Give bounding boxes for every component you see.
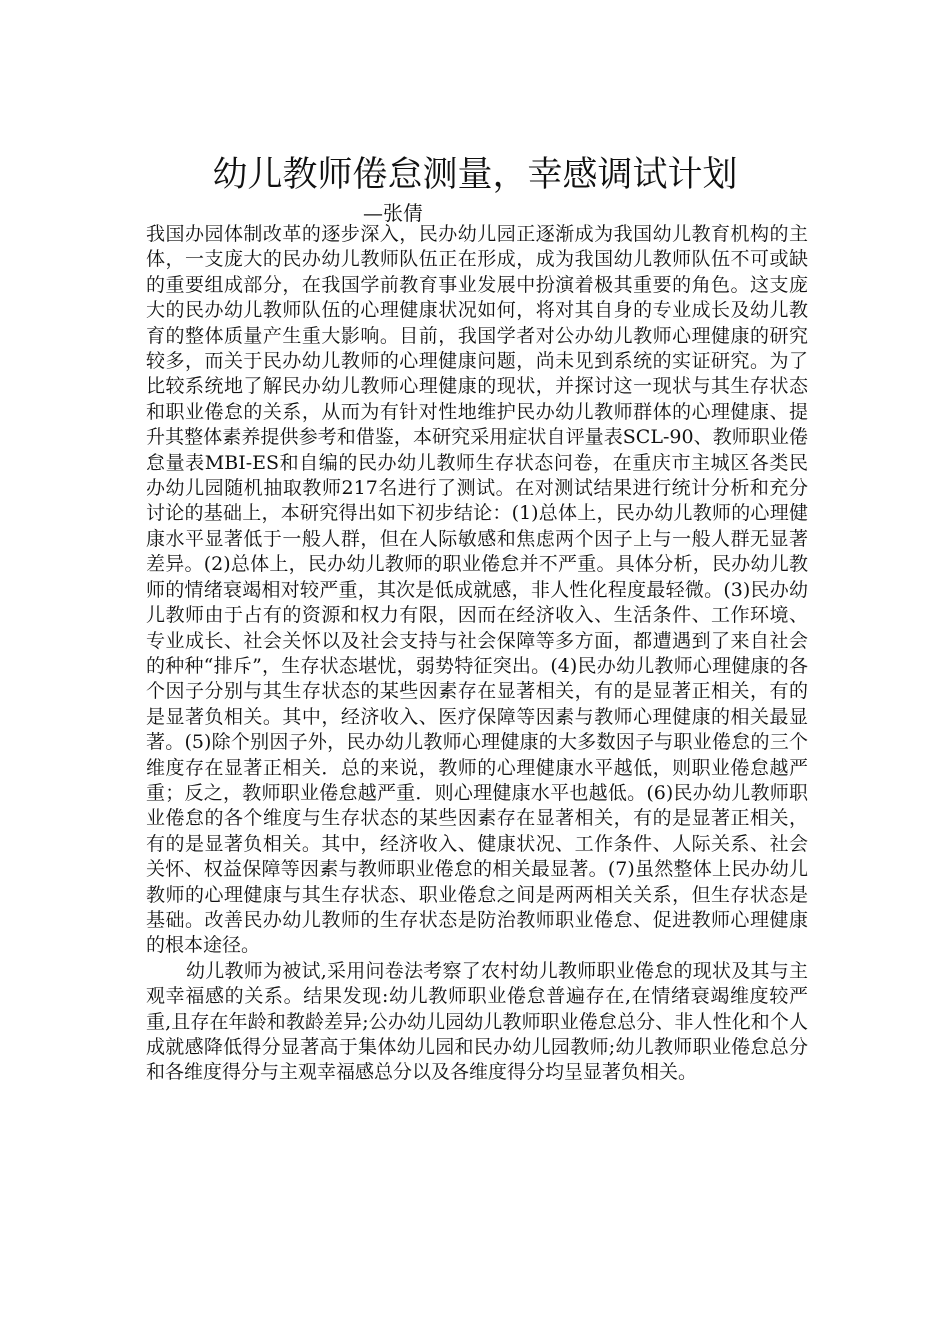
document-body xyxy=(146,222,808,1086)
paragraph-2: 幼儿教师为被试,采用问卷法考察了农村幼儿教师职业倦怠的现状及其与主观幸福感的关系。结果发现:幼儿教师职业倦怠普遍存在,在情绪衰竭维度较严重,且存在年龄和教龄差异;公办幼儿园幼儿教师职业倦怠总分、非人性化和个人成就感降低得分显著高于集体幼儿园和民办幼儿园教师;幼儿教师职业倦怠总分和各维度得分与主观幸福感总分以及各维度得分均呈显著负相关。 xyxy=(146,959,808,1084)
document-title: 幼儿教师倦怠测量，幸感调试计划 xyxy=(212,155,738,195)
paragraph-1: 我国办园体制改革的逐步深入，民办幼儿园正逐渐成为我国幼儿教育机构的主体，一支庞大的民办幼儿教师队伍正在形成，成为我国幼儿教师队伍不可或缺的重要组成部分，在我国学前教育事业发展中扮演着极其重要的角色。这支庞大的民办幼儿教师队伍的心理健康状况如何，将对其自身的专业成长及幼儿教育的整体质量产生重大影响。目前，我国学者对公办幼儿教师心理健康的研究较多，而关于民办幼儿教师的心理健康问题，尚未见到系统的实证研究。为了比较系统地了解民办幼儿教师心理健康的现状，并探讨这一现状与其生存状态和职业倦怠的关系，从而为有针对性地维护民办幼儿教师群体的心理健康、提升其整体素养提供参考和借鉴，本研究采用症状自评量表SCL-90、教师职业倦怠量表MBI-ES和自编的民办幼儿教师生存状态问卷，在重庆市主城区各类民办幼儿园随机抽取教师217名进行了测试。在对测试结果进行统计分析和充分讨论的基础上，本研究得出如下初步结论：(1)总体上，民办幼儿教师的心理健康水平显著低于一般人群，但在人际敏感和焦虑两个因子上与一般人群无显著差异。(2)总体上，民办幼儿教师的职业倦怠并不严重。具体分析，民办幼儿教师的情绪衰竭相对较严重，其次是低成就感，非人性化程度最轻微。(3)民办幼儿教师由于占有的资源和权力有限，因而在经济收入、生活条件、工作环境、专业成长、社会关怀以及社会支持与社会保障等多方面，都遭遇到了来自社会的种种“排斥”，生存状态堪忧，弱势特征突出。(4)民办幼儿教师心理健康的各个因子分别与其生存状态的某些因素存在显著相关，有的是显著正相关，有的是显著负相关。其中，经济收入、医疗保障等因素与教师心理健康的相关最显著。(5)除个别因子外，民办幼儿教师心理健康的大多数因子与职业倦怠的三个维度存在显著正相关．总的来说，教师的心理健康水平越低，则职业倦怠越严重；反之，教师职业倦怠越严重．则心理健康水平也越低。(6)民办幼儿教师职业倦怠的各个维度与生存状态的某些因素存在显著相关，有的是显著正相关，有的是显著负相关。其中，经济收入、健康状况、工作条件、人际关系、社会关怀、权益保障等因素与教师职业倦怠的相关最显著。(7)虽然整体上民办幼儿教师的心理健康与其生存状态、职业倦怠之间是两两相关关系，但生存状态是基础。改善民办幼儿教师的生存状态是防治教师职业倦怠、促进教师心理健康的根本途径。 xyxy=(146,223,808,957)
author-line: —张倩 xyxy=(363,201,423,225)
